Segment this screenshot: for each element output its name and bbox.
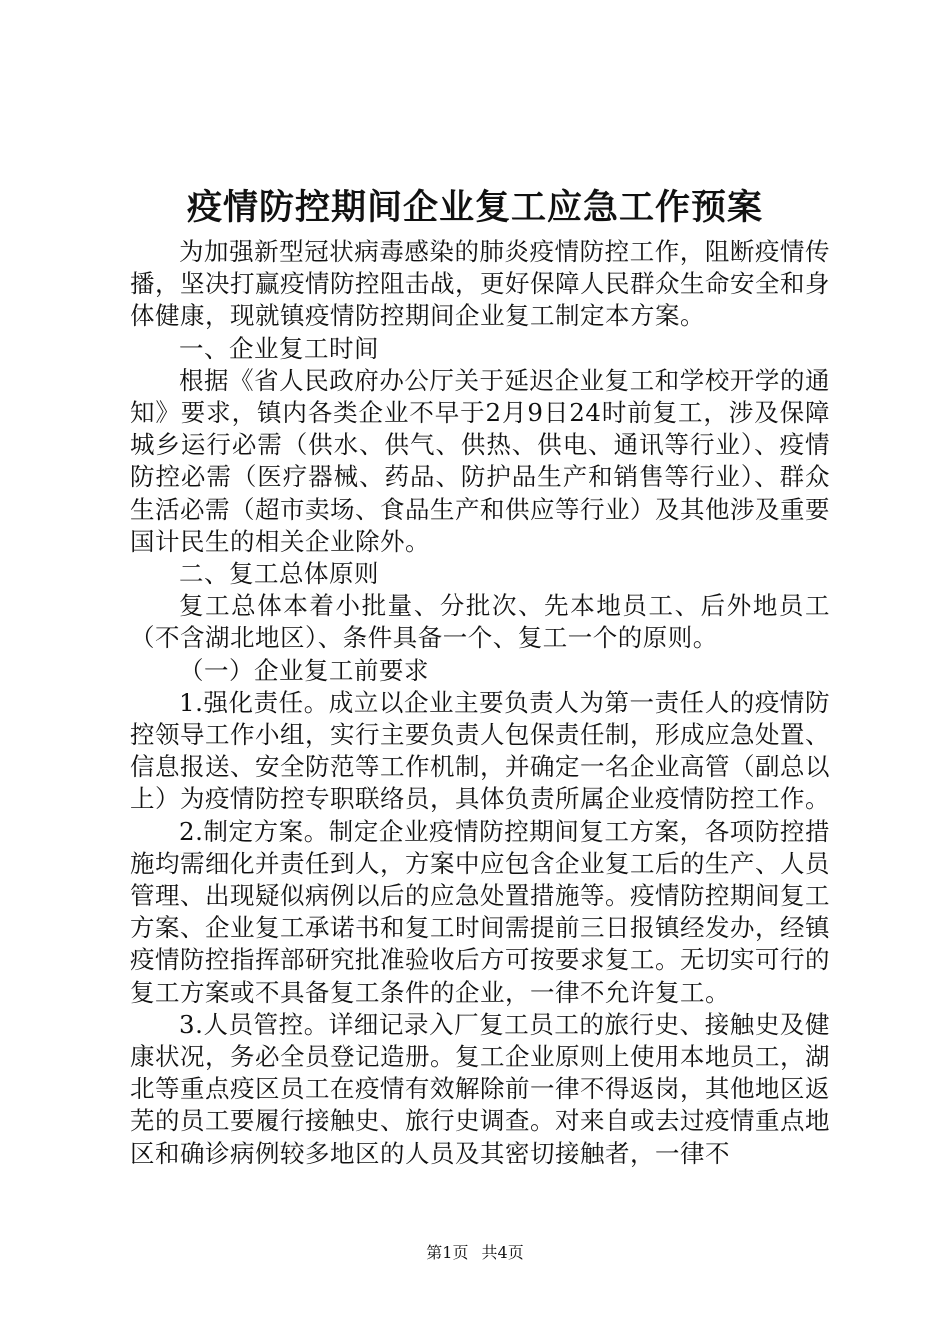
document-title: 疫情防控期间企业复工应急工作预案 — [186, 187, 763, 228]
paragraph-item-1: 1.强化责任。成立以企业主要负责人为第一责任人的疫情防控领导工作小组，实行主要负责人包保责任制，形成应急处置、信息报送、安全防范等工作机制，并确定一名企业高管（副总以上）为疫情防控专职联络员，具体负责所属企业疫情防控工作。 — [130, 687, 830, 814]
section-heading-2: 二、复工总体原则 — [179, 559, 379, 589]
paragraph-intro: 为加强新型冠状病毒感染的肺炎疫情防控工作，阻断疫情传播，坚决打赢疫情防控阻击战，更好保障人民群众生命安全和身体健康，现就镇疫情防控期间企业复工制定本方案。 — [130, 237, 830, 331]
paragraph-resume-time: 根据《省人民政府办公厅关于延迟企业复工和学校开学的通知》要求，镇内各类企业不早于2月9日24时前复工，涉及保障城乡运行必需（供水、供气、供热、供电、通讯等行业）、疫情防控必需（医疗器械、药品、防护品生产和销售等行业）、群众生活必需（超市卖场、食品生产和供应等行业）及其他涉及重要国计民生的相关企业除外。 — [130, 365, 830, 556]
subsection-heading-1: （一）企业复工前要求 — [179, 655, 429, 685]
paragraph-item-2: 2.制定方案。制定企业疫情防控期间复工方案，各项防控措施均需细化并责任到人，方案中应包含企业复工后的生产、人员管理、出现疑似病例以后的应急处置措施等。疫情防控期间复工方案、企业复工承诺书和复工时间需提前三日报镇经发办，经镇疫情防控指挥部研究批准验收后方可按要求复工。无切实可行的复工方案或不具备复工条件的企业，一律不允许复工。 — [130, 816, 830, 1007]
document-body — [130, 236, 830, 1170]
page-footer — [0, 1243, 950, 1263]
paragraph-item-3: 3.人员管控。详细记录入厂复工员工的旅行史、接触史及健康状况，务必全员登记造册。复工企业原则上使用本地员工，湖北等重点疫区员工在疫情有效解除前一律不得返岗，其他地区返芜的员工要履行接触史、旅行史调查。对来自或去过疫情重点地区和确诊病例较多地区的人员及其密切接触者，一律不 — [130, 1009, 830, 1168]
page-number: 第1页 — [426, 1243, 469, 1262]
section-heading-1: 一、企业复工时间 — [179, 333, 379, 363]
page-total: 共4页 — [481, 1243, 524, 1262]
paragraph-principle: 复工总体本着小批量、分批次、先本地员工、后外地员工（不含湖北地区）、条件具备一个、复工一个的原则。 — [130, 591, 830, 653]
